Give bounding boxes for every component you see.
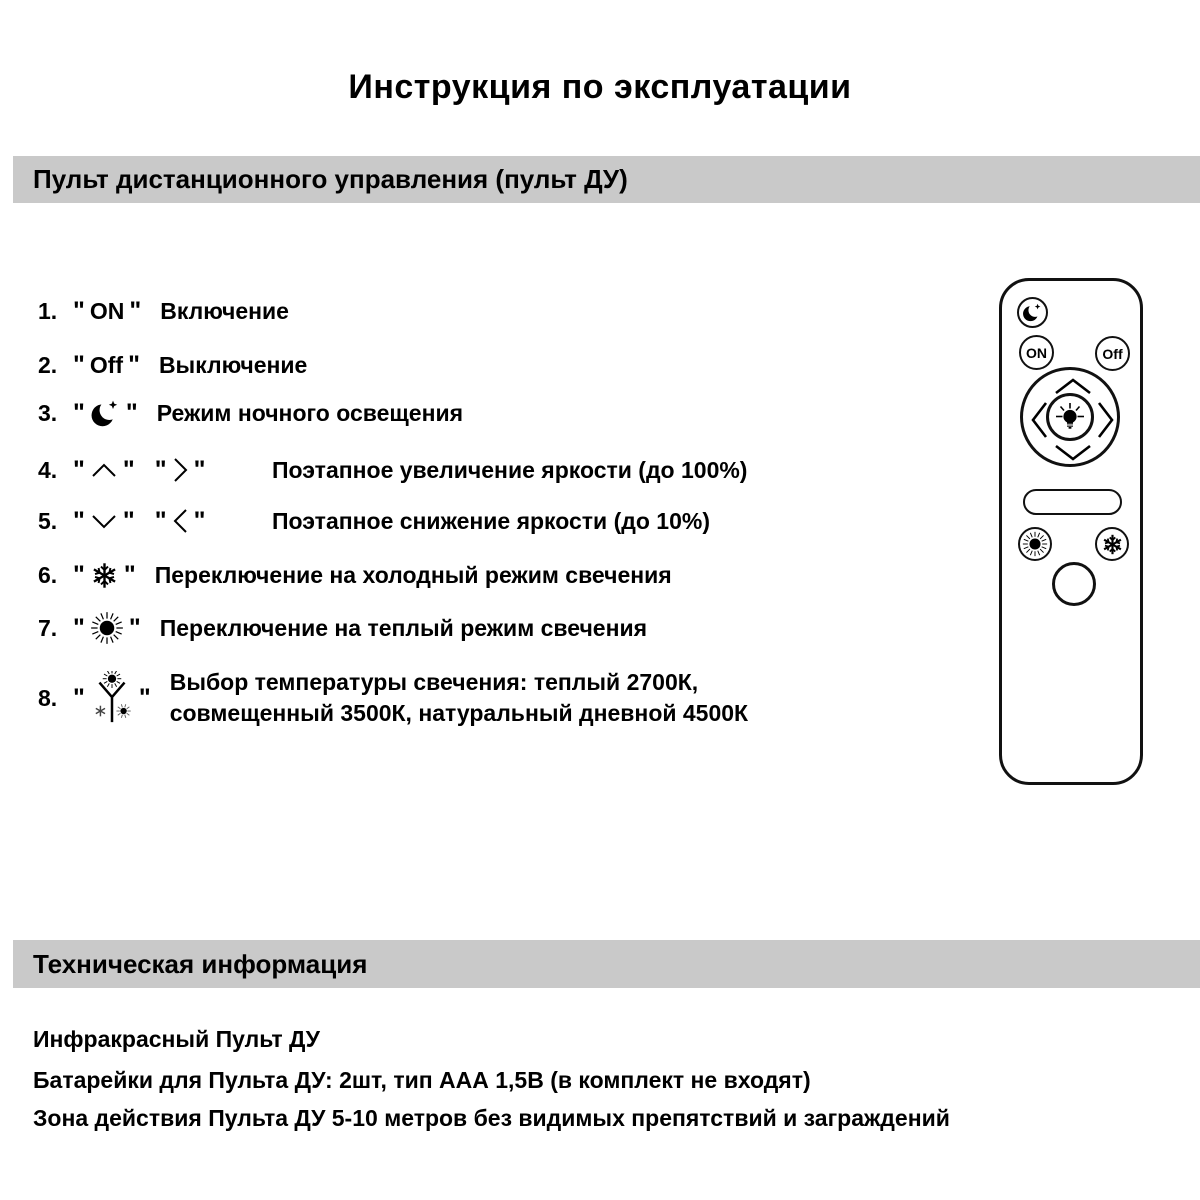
- light-bulb-icon: [1052, 400, 1088, 434]
- instruction-icons: [68, 611, 156, 645]
- moon-icon: [1022, 302, 1043, 323]
- quote-mark: ": [193, 455, 206, 484]
- quote-mark: ": [73, 350, 85, 379]
- quote-mark: ": [73, 398, 85, 427]
- quote-mark: ": [73, 296, 85, 325]
- instruction-number: 2.: [38, 351, 58, 378]
- chevron-left-icon: [172, 507, 189, 535]
- remote-off-label: Off: [1102, 345, 1123, 362]
- chevron-up-icon: [90, 462, 118, 479]
- quote-mark: ": [125, 398, 138, 427]
- instruction-number: 5.: [38, 507, 58, 534]
- instruction-text: Переключение на холодный режим свечения: [154, 561, 672, 588]
- quote-mark: ": [154, 506, 167, 535]
- quote-mark: ": [154, 455, 167, 484]
- instruction-text: Включение: [160, 297, 289, 324]
- instruction-item-4: [38, 452, 747, 488]
- section-header-tech: [13, 940, 1200, 988]
- instruction-number: 6.: [38, 561, 58, 588]
- instruction-icons: [68, 507, 256, 535]
- instruction-text: Переключение на теплый режим свечения: [159, 614, 648, 641]
- quote-mark: ": [193, 506, 206, 535]
- quote-mark: ": [73, 683, 85, 712]
- remote-pill-button[interactable]: [1023, 489, 1122, 515]
- quote-mark: ": [123, 560, 136, 589]
- instruction-text: Режим ночного освещения: [156, 399, 464, 426]
- instruction-text: Выбор температуры свечения: теплый 2700К, совмещенный 3500К, натуральный дневной 4500К: [169, 669, 749, 726]
- instruction-text: Выключение: [158, 351, 308, 378]
- section-header-remote-label: Пульт дистанционного управления (пульт ДУ): [33, 164, 628, 194]
- tech-info-line: Зона действия Пульта ДУ 5-10 метров без видимых препятствий и заграждений: [33, 1105, 950, 1131]
- instruction-item-3: [38, 395, 463, 431]
- page-title: Инструкция по эксплуатации: [348, 68, 852, 106]
- instruction-item-7: [38, 610, 647, 646]
- chevron-down-icon[interactable]: [1053, 443, 1093, 467]
- button-label-off: Off: [89, 351, 124, 378]
- instruction-number: 7.: [38, 614, 58, 641]
- tech-info-line: Инфракрасный Пульт ДУ: [33, 1026, 320, 1052]
- instruction-number: 1.: [38, 297, 58, 324]
- instruction-item-8: [38, 666, 930, 730]
- quote-mark: ": [73, 560, 85, 589]
- remote-cold-mode-button[interactable]: [1095, 527, 1129, 561]
- snowflake-icon: [90, 561, 119, 590]
- quote-mark: ": [122, 506, 135, 535]
- quote-mark: ": [128, 350, 140, 379]
- instruction-item-1: [38, 293, 289, 329]
- tech-info-line: Батарейки для Пульта ДУ: 2шт, тип ААА 1,5В (в комплект не входят): [33, 1067, 811, 1093]
- instruction-icons: [68, 352, 155, 379]
- quote-mark: ": [73, 613, 85, 642]
- quote-mark: ": [128, 613, 141, 642]
- chevron-right-icon: [172, 456, 189, 484]
- quote-mark: ": [122, 455, 135, 484]
- instruction-icons: [68, 671, 166, 725]
- instruction-icons: [68, 398, 153, 429]
- section-header-tech-label: Техническая информация: [33, 948, 368, 979]
- remote-light-button[interactable]: [1046, 393, 1094, 441]
- instruction-number: 3.: [38, 399, 58, 426]
- remote-on-button[interactable]: [1019, 335, 1054, 370]
- instruction-text: Поэтапное снижение яркости (до 10%): [272, 507, 710, 534]
- quote-mark: ": [73, 455, 85, 484]
- sun-icon: [90, 611, 124, 645]
- instruction-number: 4.: [38, 456, 58, 483]
- remote-on-label: ON: [1026, 344, 1047, 361]
- remote-night-mode-button[interactable]: [1017, 297, 1048, 328]
- instruction-icons: [68, 561, 151, 590]
- instruction-icons: [68, 298, 156, 325]
- instruction-item-6: [38, 557, 672, 593]
- remote-control-illustration: [999, 278, 1143, 785]
- moon-icon: [90, 398, 121, 429]
- quote-mark: ": [73, 506, 85, 535]
- chevron-down-icon: [90, 513, 118, 530]
- instruction-icons: [68, 456, 256, 484]
- remote-warm-mode-button[interactable]: [1018, 527, 1052, 561]
- instruction-item-2: [38, 347, 307, 383]
- remote-off-button[interactable]: [1095, 336, 1130, 371]
- chevron-right-icon[interactable]: [1096, 400, 1115, 445]
- instruction-item-5: [38, 503, 710, 539]
- button-label-on: ON: [89, 297, 125, 324]
- instruction-text: Поэтапное увеличение яркости (до 100%): [272, 456, 748, 483]
- instruction-number: 8.: [38, 684, 58, 711]
- quote-mark: ": [138, 683, 151, 712]
- color-temperature-icon: [90, 671, 134, 725]
- sun-icon: [1022, 531, 1048, 557]
- remote-temp-select-button[interactable]: [1052, 562, 1096, 606]
- quote-mark: ": [129, 296, 142, 325]
- snowflake-icon: [1101, 533, 1124, 556]
- section-header-remote: [13, 156, 1200, 203]
